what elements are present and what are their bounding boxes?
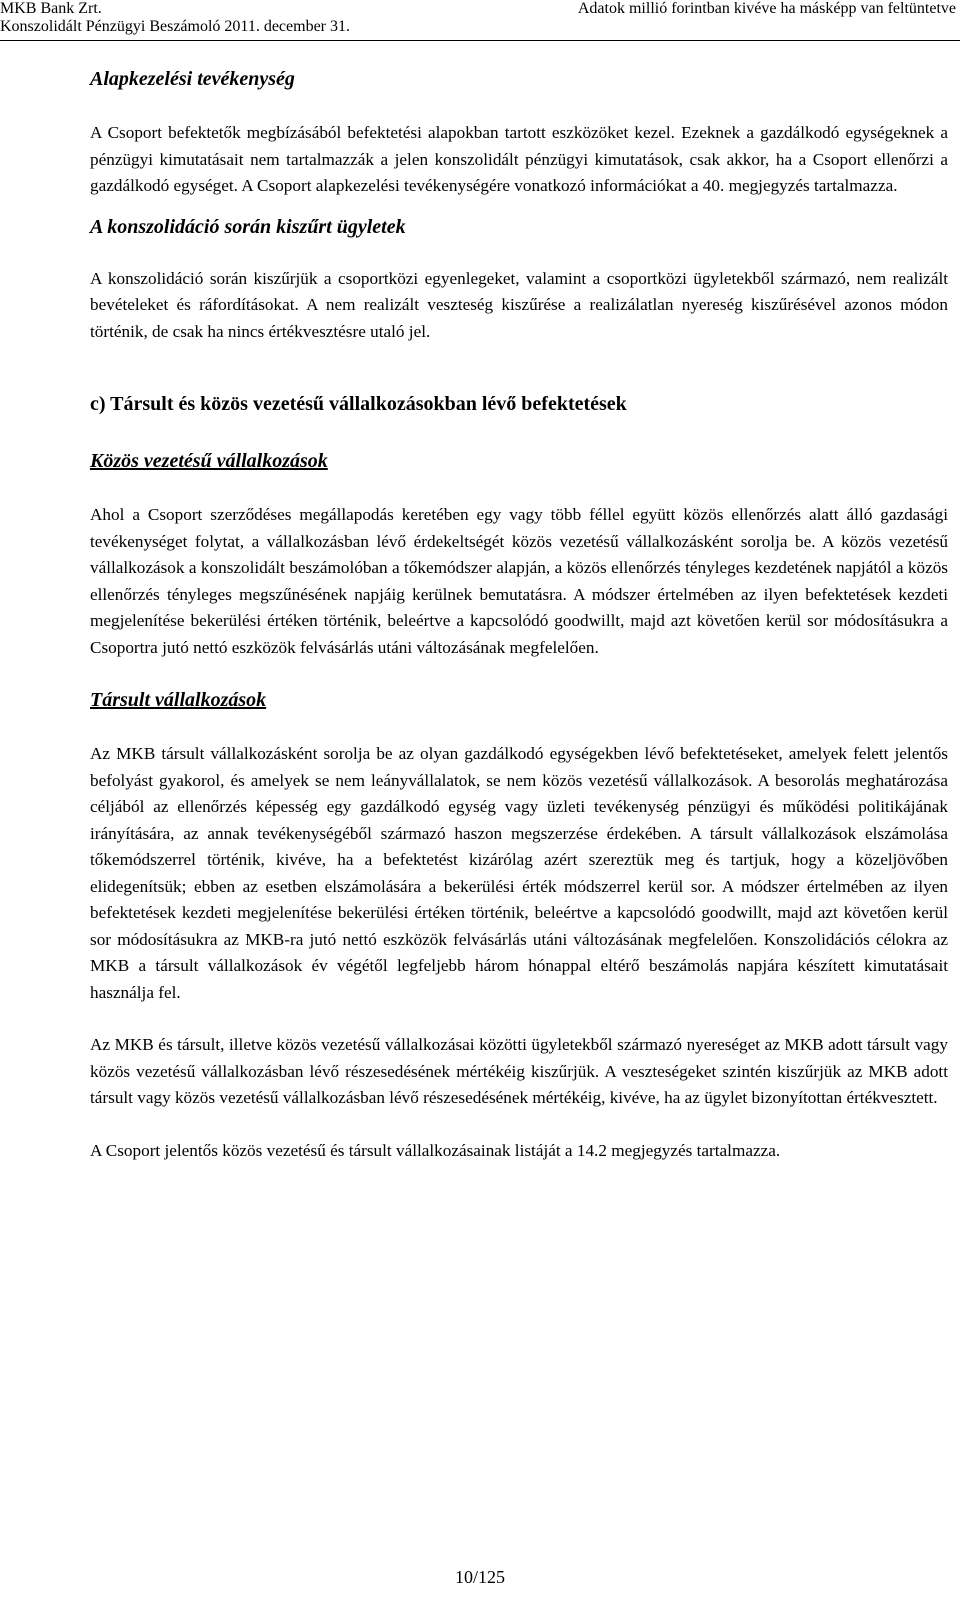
paragraph-eliminated-transactions: A konszolidáció során kiszűrjük a csoportközi egyenlegeket, valamint a csoportközi ügyletekből származó, nem realizált bevételeket és ráfordításokat. A nem realizált veszteség kiszűrése a realizálatlan nyereség kiszűrésével azonos módon történik, de csak ha nincs értékvesztésre utaló jel. bbox=[90, 268, 948, 341]
heading-section-c: c) Társult és közös vezetésű vállalkozásokban lévő befektetések bbox=[90, 393, 627, 415]
heading-eliminated-transactions: A konszolidáció során kiszűrt ügyletek bbox=[90, 215, 406, 238]
header-units-note: Adatok millió forintban kivéve ha másképp van feltüntetve bbox=[577, 0, 956, 17]
header-divider bbox=[0, 40, 960, 41]
heading-joint-ventures: Közös vezetésű vállalkozások bbox=[90, 450, 328, 472]
paragraph-associates-3: A Csoport jelentős közös vezetésű és társult vállalkozásainak listáját a 14.2 megjegyzés tartalmazza. bbox=[90, 1140, 781, 1160]
header-company: MKB Bank Zrt. bbox=[0, 0, 102, 17]
heading-associates: Társult vállalkozások bbox=[90, 689, 267, 711]
page-header-right bbox=[578, 0, 956, 18]
page-content bbox=[90, 66, 948, 1164]
heading-asset-management: Alapkezelési tevékenység bbox=[90, 68, 295, 90]
header-report-title: Konszolidált Pénzügyi Beszámoló 2011. december 31. bbox=[0, 18, 350, 35]
paragraph-joint-ventures: Ahol a Csoport szerződéses megállapodás keretében egy vagy több féllel együtt közös ellenőrzés alatt álló gazdasági tevékenységet folytat, a vállalkozásban lévő érdekeltségét közös vezetésű vállalkozásként sorolja be. A közös vezetésű vállalkozások a konszolidált beszámolóban a tőkemódszer alapján, a közös ellenőrzés tényleges kezdetének napjától a közös ellenőrzés tényleges megszűnésének napjáig kerülnek bemutatásra. A módszer értelmében az ilyen befektetések kezdeti megjelenítése bekerülési értéken történik, beleértve a kapcsolódó goodwillt, majd azt követően kerül sor módosításukra a Csoportra jutó nettó eszközök felvásárlás utáni változásának megfelelően. bbox=[90, 505, 948, 657]
paragraph-associates-1: Az MKB társult vállalkozásként sorolja be az olyan gazdálkodó egységekben lévő befektetéseket, amelyek felett jelentős befolyást gyakorol, és amelyek se nem leányvállalatok, se nem közös vezetésű vállalkozások. A besorolás meghatározása céljából az ellenőrzés képesség egy gazdálkodó egység vagy üzleti tevékenység pénzügyi és működési politikájának irányítására, az annak tevékenységéből származó haszon megszerzése érdekében. A társult vállalkozások elszámolása tőkemódszerrel történik, kivéve, ha a befektetést kizárólag azért szereztük meg és tartjuk, hogy a közeljövőben elidegenítsük; ebben az esetben elszámolására a bekerülési érték módszerrel kerül sor. A módszer értelmében az ilyen befektetések kezdeti megjelenítése bekerülési értéken történik, beleértve a kapcsolódó goodwillt, majd azt követően kerül sor módosításukra az MKB-ra jutó nettó eszközök felvásárlás utáni változásának megfelelően. Konszolidációs célokra az MKB a társult vállalkozások év végétől legfeljebb három hónappal eltérő beszámolás napjára készített kimutatásait használja fel. bbox=[90, 744, 948, 1002]
page-header-left bbox=[0, 0, 350, 36]
paragraph-asset-management: A Csoport befektetők megbízásából befektetési alapokban tartott eszközöket kezel. Ezeknek a gazdálkodó egységeknek a pénzügyi kimutatásait nem tartalmazzák a jelen konszolidált pénzügyi kimutatások, csak akkor, ha a Csoport ellenőrzi a gazdálkodó egységet. A Csoport alapkezelési tevékenységére vonatkozó információkat a 40. megjegyzés tartalmazza. bbox=[90, 123, 948, 195]
paragraph-associates-2: Az MKB és társult, illetve közös vezetésű vállalkozásai közötti ügyletekből származó nyereséget az MKB adott társult vagy közös vezetésű vállalkozásban lévő részesedésének mértékéig kiszűrjük. A veszteségeket szintén kiszűrjük az MKB adott társult vagy közös vezetésű vállalkozásban lévő részesedésének mértékéig, kivéve, ha az ügylet bizonyítottan értékvesztett. bbox=[90, 1035, 948, 1107]
page-number: 10/125 bbox=[454, 1567, 505, 1587]
